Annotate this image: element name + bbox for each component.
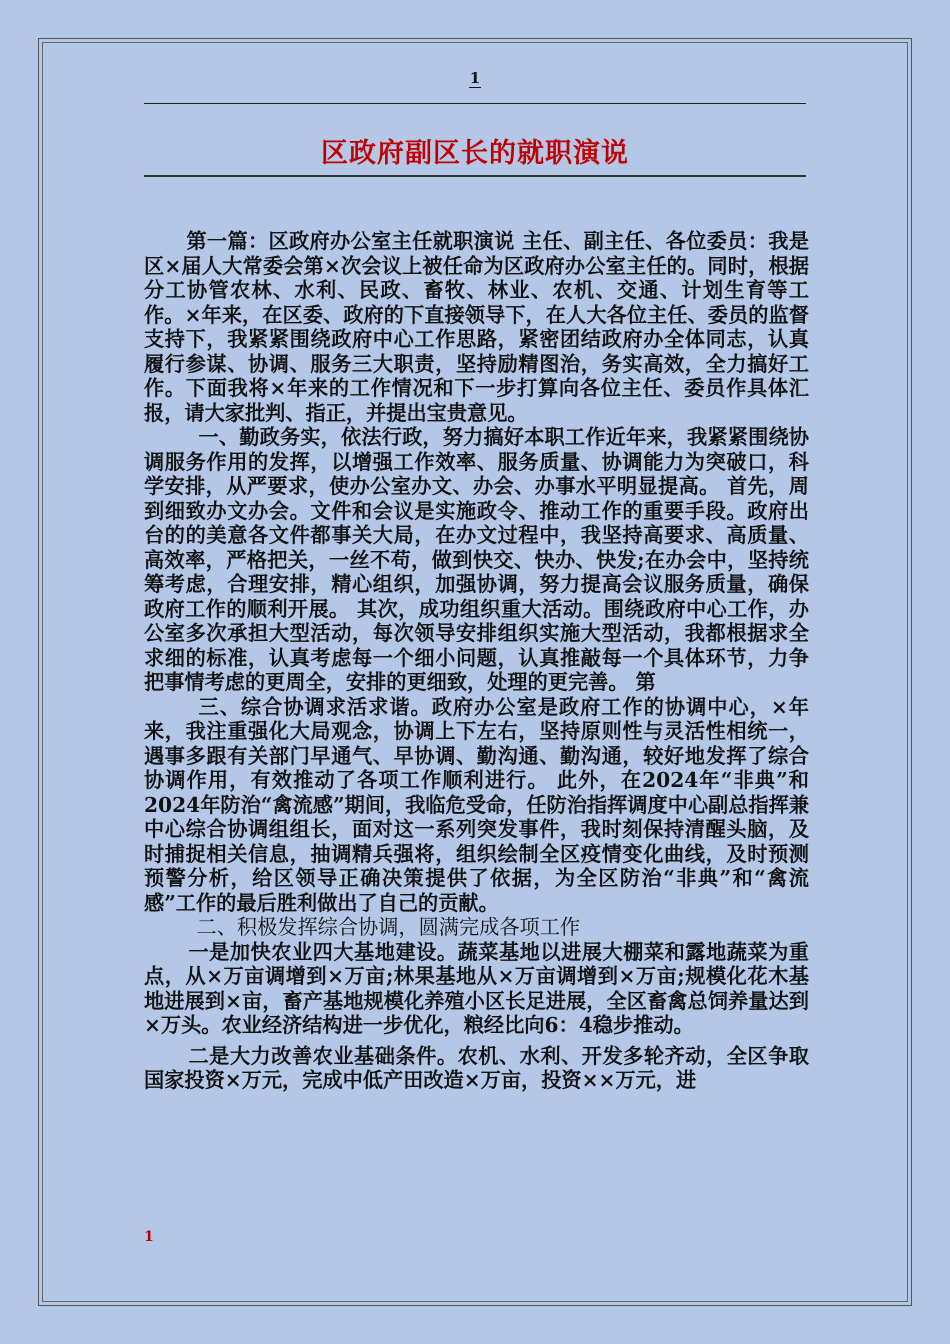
paragraph: 三、综合协调求活求谐。政府办公室是政府工作的协调中心，×年来，我注重强化大局观念，协调上下左右，坚持原则性与灵活性相统一，遇事多跟有关部门早通气、早协调、勤沟通、勤沟通，较好地发挥了综合协调作用，有效推动了各项工作顺利进行。 此外，在2024年“非典”和2024年防治“禽流感”期间，我临危受命，任防治指挥调度中心副总指挥兼中心综合协调组组长，面对这一系列突发事件，我时刻保持清醒头脑，及时捕捉相关信息，抽调精兵强将，组织绘制全区疫情变化曲线，及时预测预警分析，给区领导正确决策提供了依据，为全区防治“非典”和“禽流感”工作的最后胜利做出了自己的贡献。	[144, 694, 809, 915]
paragraph: 二是大力改善农业基础条件。农机、水利、开发多轮齐动，全区争取国家投资×万元，完成中低产田改造×万亩，投资××万元，进	[144, 1043, 809, 1092]
header-page-number: 1	[469, 69, 481, 87]
paragraph: 一是加快农业四大基地建设。蔬菜基地以进展大棚菜和露地蔬菜为重点，从×万亩调增到×万亩;林果基地从×万亩调增到×万亩;规模化花木基地进展到×亩，畜产基地规模化养殖小区长足进展，全区畜禽总饲养量达到×万头。农业经济结构进一步优化，粮经比向6：4稳步推动。	[144, 939, 809, 1037]
document-body	[144, 229, 809, 1093]
section-heading: 二、积极发挥综合协调，圆满完成各项工作	[196, 915, 581, 939]
paragraph: 一、勤政务实，依法行政，努力搞好本职工作近年来，我紧紧围绕协调服务作用的发挥，以增强工作效率、服务质量、协调能力为突破口，科学安排，从严要求，使办公室办文、办会、办事水平明显提高。 首先，周到细致办文办会。文件和会议是实施政令、推动工作的重要手段。政府出台的的美意各文件都事关大局，在办文过程中，我坚持高要求、高质量、高效率，严格把关，一丝不苟，做到快交、快办、快发;在办会中，坚持统筹考虑，合理安排，精心组织，加强协调，努力提高会议服务质量，确保政府工作的顺利开展。 其次，成功组织重大活动。围绕政府中心工作，办公室多次承担大型活动，每次领导安排组织实施大型活动，我都根据求全求细的标准，认真考虑每一个细小问题，认真推敲每一个具体环节，力争把事情考虑的更周全，安排的更细致，处理的更完善。 第	[144, 425, 809, 694]
document-page	[38, 38, 912, 1306]
header-divider	[144, 103, 806, 104]
paragraph: 第一篇：区政府办公室主任就职演说 主任、副主任、各位委员：我是区×届人大常委会第×次会议上被任命为区政府办公室主任的。同时，根据分工协管农林、水利、民政、畜牧、林业、农机、交通、计划生育等工作。×年来，在区委、政府的下直接领导下，在人大各位主任、委员的监督支持下，我紧紧围绕政府中心工作思路，紧密团结政府办全体同志，认真履行参谋、协调、服务三大职责，坚持励精图治，务实高效，全力搞好工作。下面我将×年来的工作情况和下一步打算向各位主任、委员作具体汇报，请大家批判、指正，并提出宝贵意见。	[144, 229, 809, 425]
footer-page-number: 1	[144, 1229, 154, 1245]
title-divider	[144, 175, 806, 177]
document-title: 区政府副区长的就职演说	[321, 138, 629, 169]
